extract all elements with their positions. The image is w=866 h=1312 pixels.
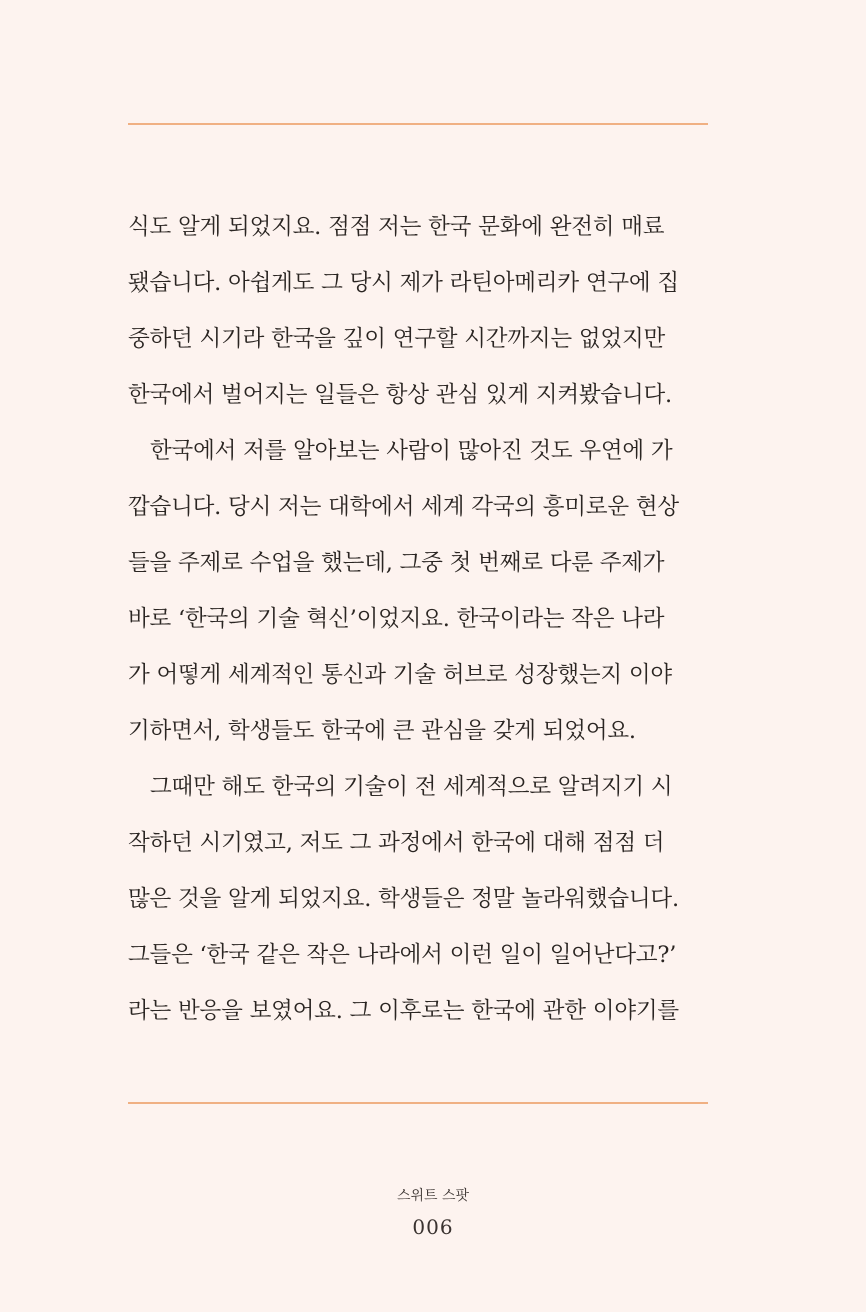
text-line: 한국에서 벌어지는 일들은 항상 관심 있게 지켜봤습니다.: [128, 382, 672, 408]
paragraph-start-line: 그때만 해도 한국의 기술이 전 세계적으로 알려지기 시: [150, 774, 673, 800]
text-line: 가 어떻게 세계적인 통신과 기술 허브로 성장했는지 이야: [128, 662, 672, 688]
text-line: 중하던 시기라 한국을 깊이 연구할 시간까지는 없었지만: [128, 326, 666, 352]
text-line: 그들은 ‘한국 같은 작은 나라에서 이런 일이 일어난다고?’: [128, 942, 677, 968]
text-line: 식도 알게 되었지요. 점점 저는 한국 문화에 완전히 매료: [128, 214, 665, 240]
page-number: 006: [412, 1215, 454, 1239]
bottom-divider: [128, 1102, 708, 1104]
text-line: 바로 ‘한국의 기술 혁신’이었지요. 한국이라는 작은 나라: [128, 606, 665, 632]
text-line: 작하던 시기였고, 저도 그 과정에서 한국에 대해 점점 더: [128, 830, 665, 856]
paragraph-start-line: 한국에서 저를 알아보는 사람이 많아진 것도 우연에 가: [150, 438, 673, 464]
text-line: 라는 반응을 보였어요. 그 이후로는 한국에 관한 이야기를: [128, 998, 679, 1024]
text-line: 깝습니다. 당시 저는 대학에서 세계 각국의 흥미로운 현상: [128, 494, 679, 520]
running-footer-title: 스위트 스팟: [396, 1188, 470, 1204]
text-line: 많은 것을 알게 되었지요. 학생들은 정말 놀라워했습니다.: [128, 886, 679, 912]
top-divider: [128, 123, 708, 125]
text-line: 기하면서, 학생들도 한국에 큰 관심을 갖게 되었어요.: [128, 718, 636, 744]
text-line: 됐습니다. 아쉽게도 그 당시 제가 라틴아메리카 연구에 집: [128, 270, 679, 296]
text-line: 들을 주제로 수업을 했는데, 그중 첫 번째로 다룬 주제가: [128, 550, 665, 576]
